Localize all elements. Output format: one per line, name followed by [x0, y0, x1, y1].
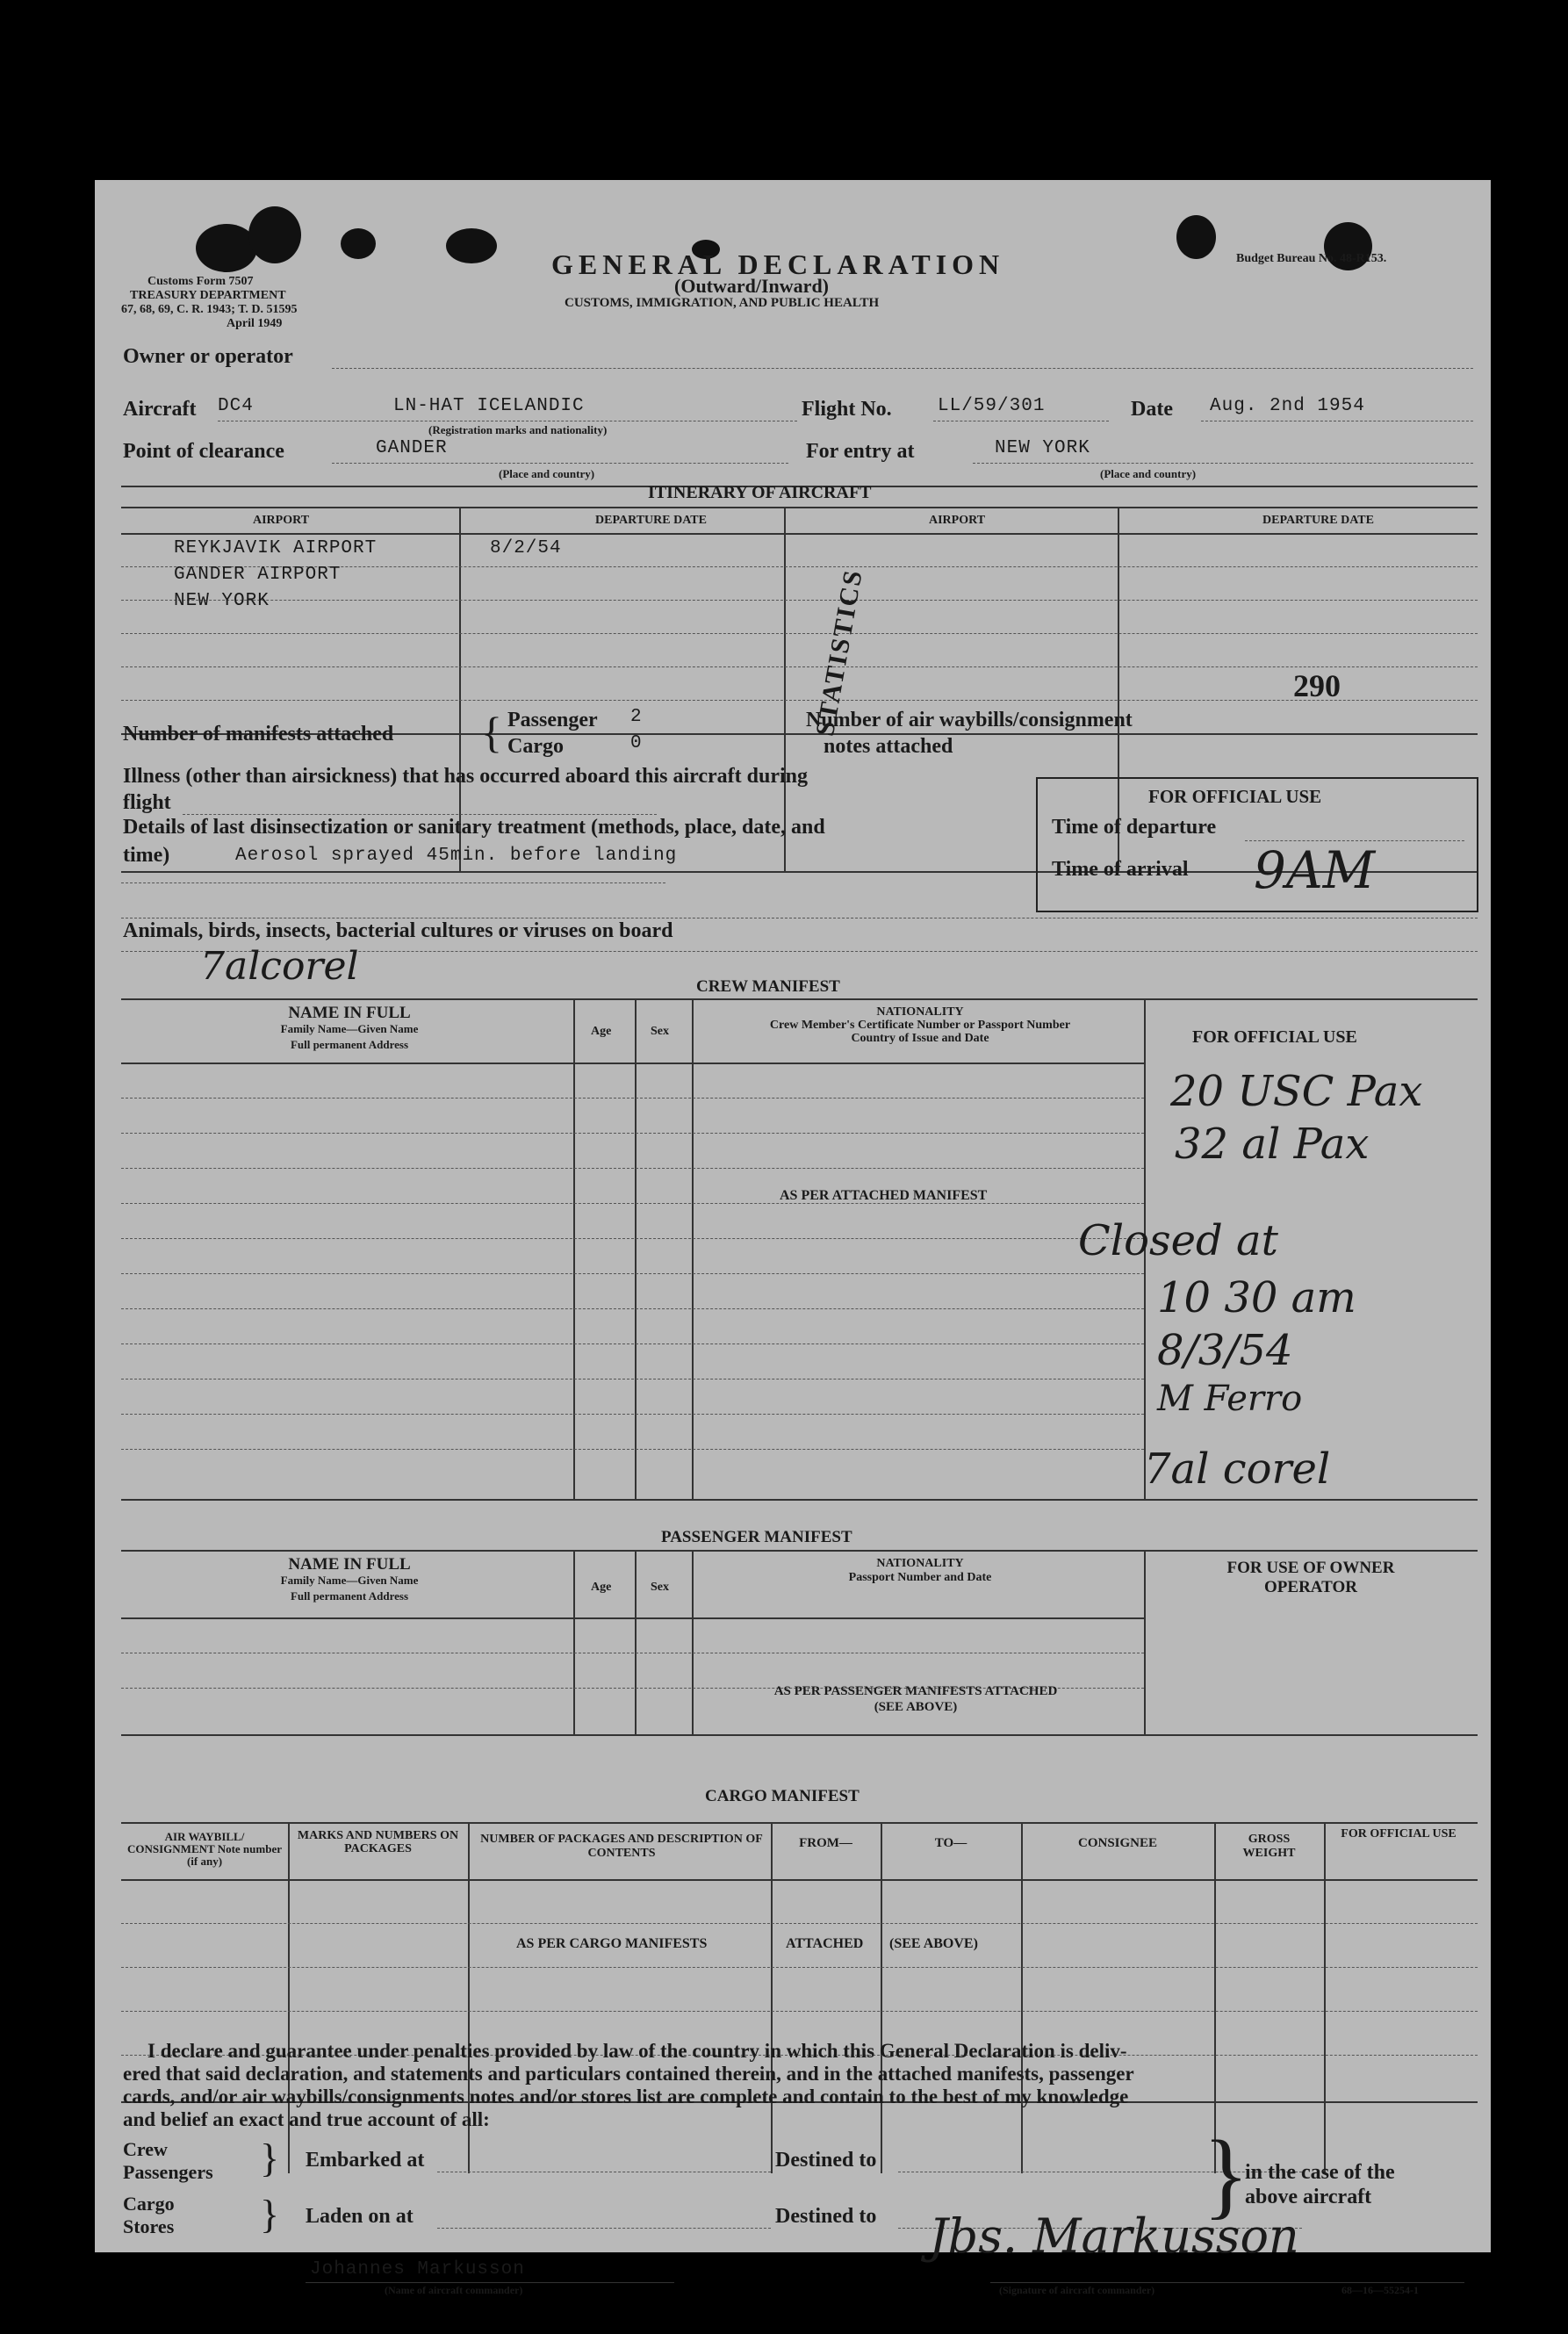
crew-age-head: Age: [591, 1025, 612, 1038]
decl-case-2: above aircraft: [1245, 2186, 1372, 2208]
decl-case-1: in the case of the: [1245, 2161, 1395, 2184]
decl-destined-2: Destined to: [775, 2205, 877, 2228]
illness-line-1: Illness (other than airsickness) that has occurred aboard this aircraft during: [123, 765, 809, 788]
notes-label: notes attached: [824, 735, 953, 758]
passenger-count: 2: [630, 707, 643, 727]
cargo-col-to: TO—: [934, 1836, 967, 1850]
manifests-label: Number of manifests attached: [123, 723, 394, 746]
flight-label: Flight No.: [802, 398, 892, 421]
passenger-nat-head: NATIONALITY Passport Number and Date: [848, 1557, 992, 1584]
aircraft-type: DC4: [218, 396, 254, 416]
crew-hand-6: M Ferro: [1157, 1379, 1303, 1419]
entry-line: [973, 463, 1473, 464]
itinerary-col-airport: AIRPORT: [253, 514, 310, 527]
cargo-count: 0: [630, 733, 643, 753]
owner-line: [332, 368, 1473, 369]
clearance-value: GANDER: [376, 438, 448, 458]
passenger-owner-head: FOR USE OF OWNER OPERATOR: [1226, 1559, 1395, 1596]
cargo-col-packages: NUMBER OF PACKAGES AND DESCRIPTION OF CONTENTS: [480, 1833, 763, 1860]
ink-blot: [446, 228, 497, 263]
commander-name-caption: (Name of aircraft commander): [385, 2284, 523, 2296]
clearance-line: [332, 463, 788, 464]
crew-sex-head: Sex: [651, 1025, 669, 1038]
cargo-col-marks: MARKS AND NUMBERS ON PACKAGES: [297, 1829, 459, 1855]
crew-hand-4: 10 30 am: [1157, 1273, 1356, 1322]
decl-embarked: Embarked at: [306, 2149, 425, 2172]
passenger-age-head: Age: [591, 1581, 612, 1594]
crew-official-head: FOR OFFICIAL USE: [1192, 1027, 1357, 1047]
arrival-time-label: Time of arrival: [1052, 858, 1189, 881]
animals-label: Animals, birds, insects, bacterial cultures or viruses on board: [123, 919, 673, 942]
handwritten-initials: 7alcorel: [200, 944, 359, 989]
passenger-note: AS PER PASSENGER MANIFESTS ATTACHED (SEE ABOVE): [773, 1684, 1058, 1714]
passenger-title: PASSENGER MANIFEST: [661, 1528, 852, 1546]
itinerary-airport-2: GANDER AIRPORT: [174, 565, 342, 585]
passenger-sex-head: Sex: [651, 1581, 669, 1594]
commander-name: Johannes Markusson: [310, 2259, 525, 2280]
date-label: Date: [1131, 398, 1173, 421]
aircraft-label: Aircraft: [123, 398, 197, 421]
customs-form-number: Customs Form 7507: [147, 275, 254, 288]
crew-title: CREW MANIFEST: [696, 977, 840, 996]
ink-blot: [248, 206, 301, 263]
decl-brace-1: }: [260, 2136, 280, 2180]
declaration-line-3: cards, and/or air waybills/consignments notes and/or stores list are complete and contain to the best of my knowledge: [123, 2085, 1129, 2107]
itinerary-date-1: 8/2/54: [490, 538, 562, 558]
date-value: Aug. 2nd 1954: [1210, 396, 1365, 416]
decl-destined-1: Destined to: [775, 2149, 877, 2172]
crew-hand-1: 20 USC Pax: [1170, 1067, 1423, 1116]
entry-label: For entry at: [806, 440, 915, 463]
itinerary-col-airport-2: AIRPORT: [929, 514, 986, 527]
declaration-line-2: ered that said declaration, and statements and particulars contained therein, and in the attached manifests, passenger: [123, 2063, 1134, 2085]
form-subtitle: (Outward/Inward): [674, 275, 830, 297]
stamp-number: 290: [1293, 668, 1341, 703]
cargo-col-weight: GROSS WEIGHT: [1242, 1833, 1296, 1860]
crew-name-head: NAME IN FULL Family Name—Given Name Full permanent Address: [280, 1004, 419, 1051]
itinerary-title: ITINERARY OF AIRCRAFT: [648, 483, 872, 502]
disinsect-value: Aerosol sprayed 45min. before landing: [235, 846, 678, 866]
signature-caption: (Signature of aircraft commander): [999, 2284, 1155, 2296]
registration-value: LN-HAT ICELANDIC: [393, 396, 585, 416]
commander-signature: Jbs. Markusson: [929, 2208, 1299, 2264]
declaration-line-4: and belief an exact and true account of all:: [123, 2108, 490, 2130]
crew-hand-2: 32 al Pax: [1175, 1120, 1370, 1169]
cargo-note-desc: AS PER CARGO MANIFESTS: [516, 1936, 708, 1951]
cargo-col-waybill: AIR WAYBILL/ CONSIGNMENT Note number (if any): [127, 1830, 282, 1868]
decl-big-brace: }: [1203, 2121, 1249, 2228]
decl-cargo: Cargo: [123, 2193, 175, 2215]
budget-label: Budget Bureau No. 48-R153.: [1236, 252, 1387, 265]
illness-line-2: flight: [123, 791, 171, 814]
clearance-caption: (Place and country): [499, 467, 595, 480]
crew-hand-7: 7al corel: [1144, 1444, 1331, 1494]
cargo-count-label: Cargo: [507, 735, 564, 758]
cargo-title: CARGO MANIFEST: [705, 1787, 860, 1805]
crew-nat-head: NATIONALITY Crew Member's Certificate Number or Passport Number Country of Issue and Date: [769, 1005, 1071, 1045]
itinerary-col-departure-2: DEPARTURE DATE: [1262, 514, 1374, 527]
official-box-title: FOR OFFICIAL USE: [1148, 786, 1322, 807]
flight-no: LL/59/301: [938, 396, 1046, 416]
passenger-label: Passenger: [507, 709, 598, 731]
disinsect-line-1: Details of last disinsectization or sanitary treatment (methods, place, date, and: [123, 816, 825, 839]
departure-time-label: Time of departure: [1052, 816, 1217, 839]
footer-code: 68—16—55254-1: [1341, 2284, 1419, 2296]
form-title: GENERAL DECLARATION: [551, 249, 1005, 280]
refs-label: 67, 68, 69, C. R. 1943; T. D. 51595: [121, 303, 298, 316]
edition-label: April 1949: [227, 317, 283, 330]
agencies-label: CUSTOMS, IMMIGRATION, AND PUBLIC HEALTH: [565, 296, 880, 310]
entry-caption: (Place and country): [1100, 467, 1197, 480]
statistics-stamp: STATISTICS: [810, 566, 868, 738]
treasury-label: TREASURY DEPARTMENT: [130, 289, 286, 302]
cargo-note-from: ATTACHED: [786, 1936, 864, 1951]
declaration-form: [95, 180, 1491, 2296]
cargo-col-from: FROM—: [799, 1836, 852, 1850]
cargo-col-consignee: CONSIGNEE: [1077, 1836, 1158, 1850]
crew-hand-5: 8/3/54: [1157, 1326, 1293, 1375]
cargo-col-official: FOR OFFICIAL USE: [1341, 1827, 1457, 1841]
registration-caption: (Registration marks and nationality): [428, 423, 608, 436]
decl-crew: Crew: [123, 2138, 168, 2160]
disinsect-line-2-label: time): [123, 844, 170, 867]
crew-hand-3: Closed at: [1078, 1216, 1278, 1265]
itinerary-col-departure: DEPARTURE DATE: [595, 514, 707, 527]
decl-passengers: Passengers: [123, 2161, 213, 2183]
itinerary-airport-3: NEW YORK: [174, 591, 270, 611]
cargo-note-to: (SEE ABOVE): [889, 1936, 978, 1951]
manifests-brace: {: [481, 708, 502, 757]
ink-blot: [1176, 215, 1216, 259]
declaration-line-1: I declare and guarantee under penalties provided by law of the country in which this General Declaration is deliv-: [147, 2040, 1127, 2062]
passenger-name-head: NAME IN FULL Family Name—Given Name Full permanent Address: [280, 1555, 419, 1603]
arrival-time-value: 9AM: [1254, 840, 1376, 900]
owner-label: Owner or operator: [123, 345, 293, 368]
ink-blot: [341, 228, 376, 259]
decl-stores: Stores: [123, 2215, 175, 2237]
clearance-label: Point of clearance: [123, 440, 284, 463]
decl-laden: Laden on at: [306, 2205, 414, 2228]
itinerary-airport-1: REYKJAVIK AIRPORT: [174, 538, 378, 558]
waybills-label: Number of air waybills/consignment: [806, 709, 1133, 731]
crew-note: AS PER ATTACHED MANIFEST: [780, 1188, 988, 1203]
decl-brace-2: }: [260, 2192, 280, 2237]
entry-value: NEW YORK: [995, 438, 1090, 458]
